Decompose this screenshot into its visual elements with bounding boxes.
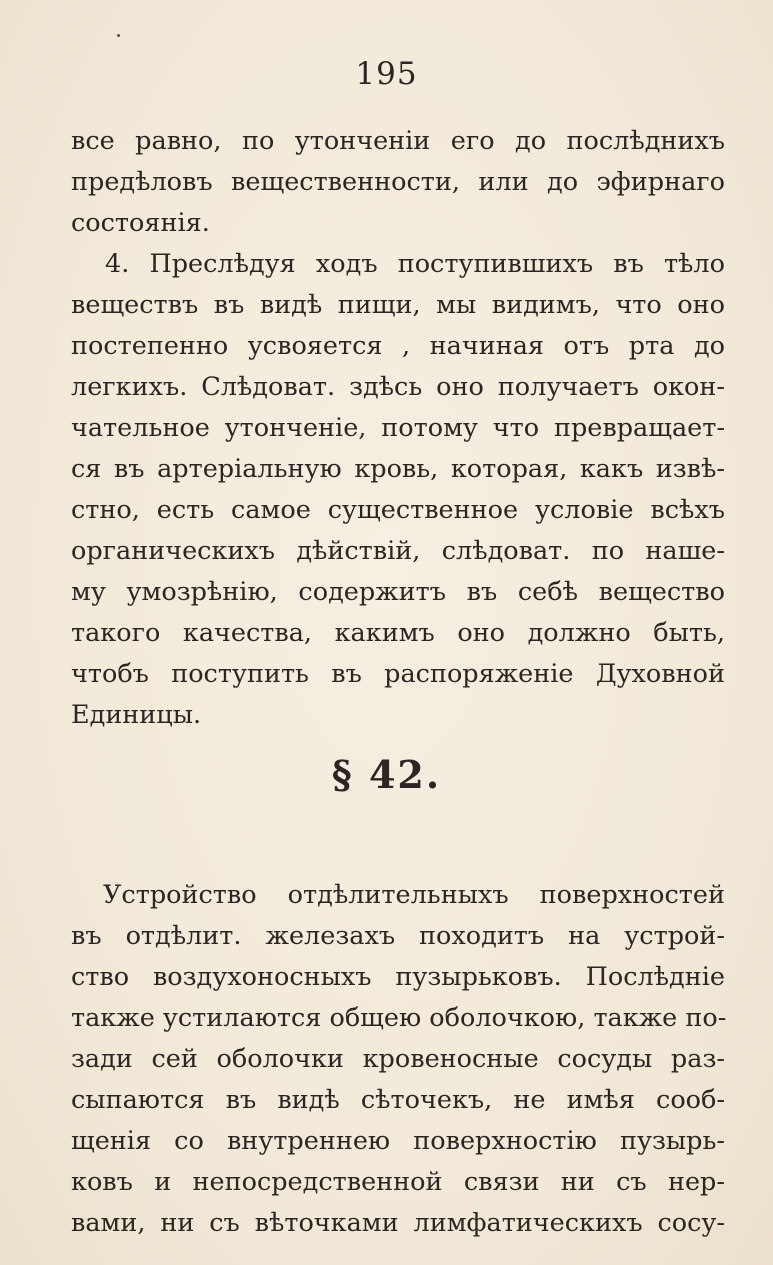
page-number: 195 [355, 56, 418, 92]
main-text-upper [71, 121, 725, 736]
text-line: постепенно усвояется , начиная отъ рта до [71, 331, 725, 361]
text-line: чтобъ поступить въ распоряженіе Духовной [71, 659, 725, 689]
ink-speck [117, 34, 120, 37]
text-line: состоянія. [71, 208, 210, 238]
text-line: Устройство отдѣлительныхъ поверхностей [103, 880, 725, 910]
text-line: также устилаются общею оболочкою, также по- [71, 1003, 727, 1033]
text-line: Единицы. [71, 700, 202, 730]
text-line: въ отдѣлит. железахъ походитъ на устрой- [71, 921, 725, 951]
text-line: ся въ артеріальную кровь, которая, какъ извѣ- [71, 454, 725, 484]
text-line: сыпаются въ видѣ сѣточекъ, не имѣя сооб- [71, 1085, 725, 1115]
text-line: такого качества, какимъ оно должно быть, [71, 618, 725, 648]
text-line: предѣловъ вещественности, или до эфирнаго [71, 167, 725, 197]
main-text-lower [71, 875, 725, 1244]
text-line: веществъ въ видѣ пищи, мы видимъ, что оно [71, 290, 725, 320]
text-line: органическихъ дѣйствій, слѣдоват. по наше- [71, 536, 725, 566]
text-line: му умозрѣнію, содержитъ въ себѣ вещество [71, 577, 725, 607]
text-line: ковъ и непосредственной связи ни съ нер- [71, 1167, 725, 1197]
text-line: 4. Преслѣдуя ходъ поступившихъ въ тѣло [105, 249, 725, 279]
section-heading: § 42. [331, 752, 442, 797]
text-line: стно, есть самое существенное условіе всѣхъ [71, 495, 725, 525]
text-line: все равно, по утонченіи его до послѣднихъ [71, 126, 725, 156]
text-line: ство воздухоносныхъ пузырьковъ. Послѣдніе [71, 962, 725, 992]
text-line: щенія со внутреннею поверхностію пузырь- [71, 1126, 725, 1156]
text-line: чательное утонченіе, потому что превращает- [71, 413, 725, 443]
text-line: легкихъ. Слѣдоват. здѣсь оно получаетъ окон- [71, 372, 725, 402]
text-line: зади сей оболочки кровеносные сосуды раз- [71, 1044, 725, 1074]
text-line: вами, ни съ вѣточками лимфатическихъ сосу- [71, 1208, 725, 1238]
